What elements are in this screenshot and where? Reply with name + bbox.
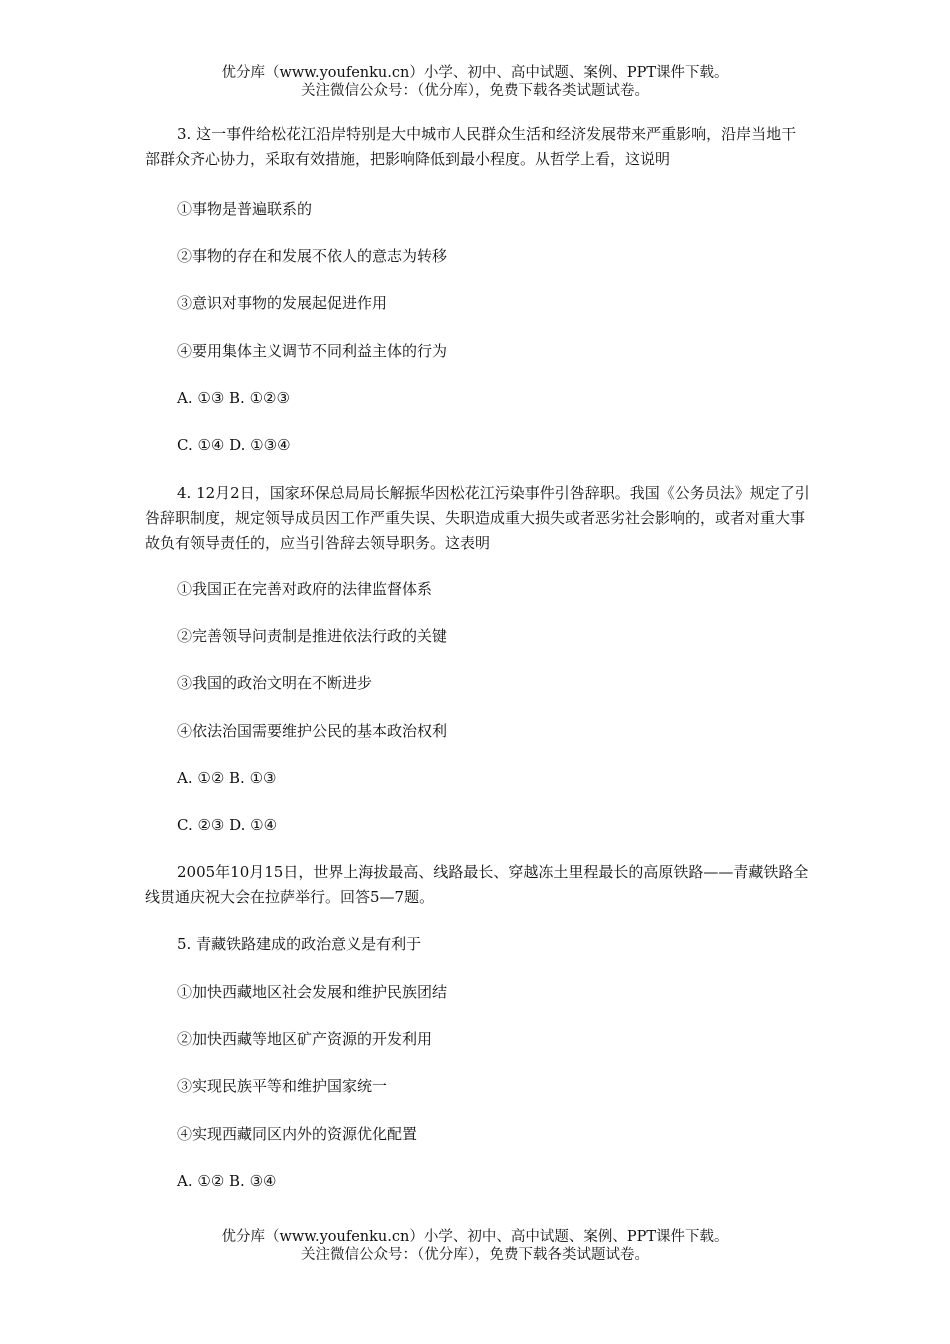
page-header [0,64,950,100]
question-5-option-3: ③实现民族平等和维护国家统一 [177,1077,388,1095]
question-3-option-2: ②事物的存在和发展不依人的意志为转移 [177,247,448,265]
question-3-option-3: ③意识对事物的发展起促进作用 [177,294,388,312]
section-intro: 2005年10月15日，世界上海拔最高、线路最长、穿越冻土里程最长的高原铁路——青藏铁路全线贯通庆祝大会在拉萨举行。回答5—7题。 [145,863,809,906]
question-3-option-4: ④要用集体主义调节不同利益主体的行为 [177,342,448,360]
question-3-option-1: ①事物是普遍联系的 [177,200,313,218]
question-4-choices-cd: C. ②③ D. ①④ [177,816,278,834]
header-line-2: 关注微信公众号：（优分库），免费下载各类试题试卷。 [301,83,649,99]
question-4-choices-ab: A. ①② B. ①③ [177,769,277,787]
question-3-choices-ab: A. ①③ B. ①②③ [177,389,290,407]
question-4-option-4: ④依法治国需要维护公民的基本政治权利 [177,722,448,740]
question-4-option-2: ②完善领导问责制是推进依法行政的关键 [177,627,448,645]
question-5-option-4: ④实现西藏同区内外的资源优化配置 [177,1125,418,1143]
page-footer [0,1228,950,1264]
question-5-stem: 5. 青藏铁路建成的政治意义是有利于 [177,935,422,953]
question-5-option-1: ①加快西藏地区社会发展和维护民族团结 [177,983,448,1001]
question-4-stem: 4. 12月2日，国家环保总局局长解振华因松花江污染事件引咎辞职。我国《公务员法》规定了引咎辞职制度，规定领导成员因工作严重失误、失职造成重大损失或者恶劣社会影响的，或者对重大事故负有领导责任的，应当引咎辞去领导职务。这表明 [145,484,810,552]
question-5-option-2: ②加快西藏等地区矿产资源的开发利用 [177,1030,433,1048]
footer-line-1: 优分库（www.youfenku.cn）小学、初中、高中试题、案例、PPT课件下载。 [221,1229,729,1245]
question-3-stem: 3. 这一事件给松花江沿岸特别是大中城市人民群众生活和经济发展带来严重影响，沿岸当地干部群众齐心协力，采取有效措施，把影响降低到最小程度。从哲学上看，这说明 [145,125,797,168]
question-4-option-3: ③我国的政治文明在不断进步 [177,674,373,692]
footer-line-2: 关注微信公众号：（优分库），免费下载各类试题试卷。 [301,1247,649,1263]
header-line-1: 优分库（www.youfenku.cn）小学、初中、高中试题、案例、PPT课件下载。 [221,65,729,81]
question-5-choices-ab: A. ①② B. ③④ [177,1172,277,1190]
question-4-option-1: ①我国正在完善对政府的法律监督体系 [177,580,433,598]
question-3-choices-cd: C. ①④ D. ①③④ [177,436,291,454]
